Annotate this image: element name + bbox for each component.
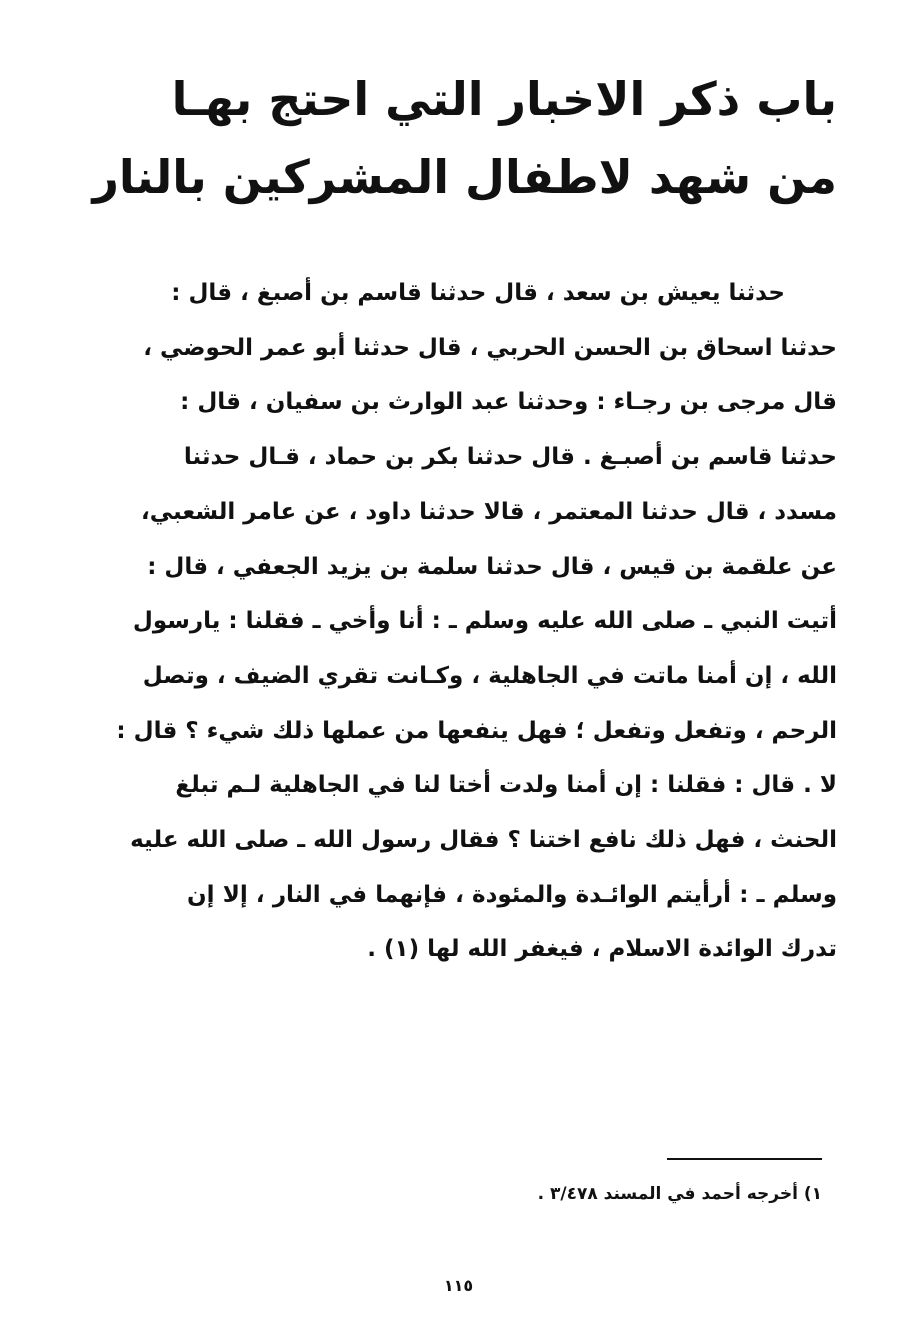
body-line-3: قال مرجى بن رجـاء : وحدثنا عبد الوارث بن سفيان ، قال : (180, 389, 837, 416)
body-line-8: الله ، إن أمنا ماتت في الجاهلية ، وكـانت تقري الضيف ، وتصل (142, 662, 837, 689)
body-line-7: أتيت النبي ـ صلى الله عليه وسلم ـ : أنا وأخي ـ فقلنا : يارسول (132, 608, 837, 635)
body-line-5: مسدد ، قال حدثنا المعتمر ، قالا حدثنا داود ، عن عامر الشعبي، (141, 498, 837, 525)
body-line-12: وسلم ـ : أرأيتم الوائـدة والمئودة ، فإنهما في النار ، إلا إن (187, 881, 837, 908)
body-line-13: تدرك الوائدة الاسلام ، فيغفر الله لها (١) . (367, 936, 837, 963)
page-number: ١١٥ (443, 1276, 474, 1295)
footnote: ١) أخرجه أحمد في المسند ٣/٤٧٨ . (537, 1184, 822, 1204)
body-line-9: الرحم ، وتفعل وتفعل ؛ فهل ينفعها من عملها ذلك شيء ؟ قال : (116, 717, 837, 744)
body-line-10: لا . قال : فقلنا : إن أمنا ولدت أختا لنا في الجاهلية لـم تبلغ (175, 772, 837, 799)
chapter-title (92, 60, 837, 216)
chapter-title-line-2: من شهد لاطفال المشركين بالنار (92, 150, 837, 204)
body-line-6: عن علقمة بن قيس ، قال حدثنا سلمة بن يزيد الجعفي ، قال : (147, 553, 837, 580)
chapter-title-line-1: باب ذكر الاخبار التي احتج بهـا (171, 72, 837, 126)
hadith-body (116, 266, 837, 977)
body-line-1: حدثنا يعيش بن سعد ، قال حدثنا قاسم بن أصبغ ، قال : (171, 280, 785, 306)
footnote-divider (667, 1158, 822, 1160)
body-line-4: حدثنا قاسم بن أصبـغ . قال حدثنا بكر بن حماد ، قـال حدثنا (183, 444, 837, 471)
body-line-2: حدثنا اسحاق بن الحسن الحربي ، قال حدثنا أبو عمر الحوضي ، (143, 334, 837, 361)
body-line-11: الحنث ، فهل ذلك نافع اختنا ؟ فقال رسول الله ـ صلى الله عليه (130, 827, 837, 854)
